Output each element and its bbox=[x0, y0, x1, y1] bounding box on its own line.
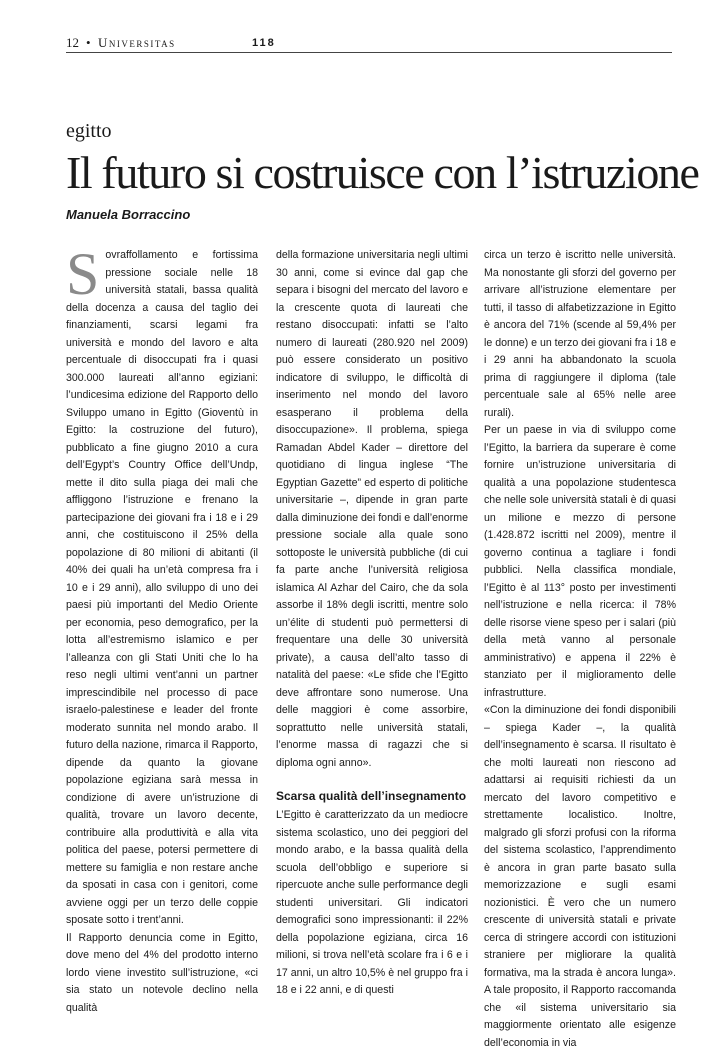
body-paragraph: «Con la diminuzione dei fondi disponibili – spiega Kader –, la qualità dell’insegnamento è scarsa. Il risultato è che molti laureati non riescono ad adattarsi ai requisiti richiesti da un mercato del lavoro competitivo e strettamente localistico. Inoltre, malgrado gli sforzi profusi con la riforma del sistema scolastico, l’apprendimento è ancora in gran parte basato sulla memorizzazione e sugli esami nozionistici. È vero che un numero crescente di università statali e private cerca di stringere accordi con istituzioni straniere per migliorare la qualità formativa, ma la strada è ancora lunga». A tale proposito, il Rapporto raccomanda che «il sistema universitario sia maggiormente orientato alle esigenze dell’economia in via bbox=[484, 704, 676, 1049]
body-paragraph: Il Rapporto denuncia come in Egitto, dove meno del 4% del prodotto interno lordo viene investito sull’istruzione, «ci sia stato un notevole declino nella qualità bbox=[66, 931, 258, 1014]
article-column-1 bbox=[66, 241, 258, 1017]
header-separator: • bbox=[86, 35, 91, 50]
body-paragraph: L’Egitto è caratterizzato da un mediocre sistema scolastico, uno dei peggiori del mondo arabo, e la bassa qualità della scuola dell’obbligo e superiore si ripercuote anche sulle performance degli studenti universitari. Gli indicatori demografici sono impressionanti: il 22% della popolazione egiziana, circa 16 milioni, si trova nell’età scolare fra i 6 e i 17 anni, un altro 10,5% è nel gruppo fra i 18 e i 22 anni, e di questi bbox=[276, 809, 468, 996]
author-byline: Manuela Borraccino bbox=[66, 207, 191, 222]
body-paragraph: circa un terzo è iscritto nelle università. Ma nonostante gli sforzi del governo per arrivare all’istruzione elementare per tutti, il tasso di alfabetizzazione in Egitto è ancora del 71% (scende al 59,4% per le donne) e un terzo dei giovani fra i 18 e i 29 anni ha abbandonato la scuola prima di raggiungere il diploma (tale percentuale sale al 65% nelle aree rurali). bbox=[484, 249, 676, 419]
body-paragraph: Sovraffollamento e fortissima pressione sociale nelle 18 università statali, bassa qualità della docenza a causa del taglio dei finanziamenti, scarsi legami fra università e mondo del lavoro e alta percentuale di disoccupati fra i quasi 300.000 laureati all’anno egiziani: l’undicesima edizione del Rapporto dello Sviluppo umano in Egitto (Gioventù in Egitto: la costruzione del futuro), pubblicato a fine giugno 2010 a cura dell’Egypt’s Country Office dell’Undp, mette il dito sulla piaga dei mali che affliggono l’istruzione e frenano la partecipazione dei giovani fra i 18 e i 29 anni, che costituiscono il 25% della popolazione di 80 milioni di abitanti (il 40% dei quali ha un’età compresa fra i 10 e i 29 anni), allo sviluppo di uno dei paesi più importanti del Medio Oriente per economia, peso demografico, per la lotta all’estremismo islamico e per l’alleanza con gli Stati Uniti che lo ha reso negli ultimi vent’anni un partner imprescindibile nel processo di pace israelo-palestinese e leader del fronte moderato sunnita nel mondo arabo. Il futuro della nazione, rimarca il Rapporto, dipende da quanto la giovane popolazione egiziana sarà messa in condizione di avere un’istruzione di qualità, trovare un lavoro decente, contribuire alla produttività e alla vita politica del paese, potersi permettere di mettere su famiglia e non restare anche da sposati in casa con i genitori, come avviene oggi per un terzo delle coppie sposate sotto i trent’anni. bbox=[66, 241, 258, 926]
publication-name: Universitas bbox=[98, 35, 176, 50]
issue-number: 118 bbox=[252, 37, 276, 49]
article-column-3 bbox=[484, 247, 676, 1052]
page-number: 12 bbox=[66, 35, 79, 50]
article-column-2 bbox=[276, 247, 468, 1000]
running-header bbox=[66, 34, 672, 53]
drop-cap: S bbox=[66, 241, 100, 307]
body-paragraph: della formazione universitaria negli ultimi 30 anni, come si evince dal gap che separa i bisogni del mercato del lavoro e la crescente quota di laureati che restano disoccupati: infatti se l’alto numero di laureati (280.920 nel 2009) può essere considerato un positivo indicatore di sviluppo, le difficoltà di inserimento nel mondo del lavoro esasperano il problema della disoccupazione». Il problema, spiega Ramadan Abdel Kader – direttore del quotidiano di lingua inglese “The Egyptian Gazette” ed esperto di politiche universitarie –, dipende in gran parte dalla diminuzione dei fondi e dall’enorme pressione sociale alla quale sono sottoposte le università pubbliche (di cui fa parte anche l’università religiosa islamica Al Azhar del Cairo, che da sola assorbe il 18% degli iscritti, mentre solo un’élite di studenti può permettersi di frequentare una delle 30 università private), a causa dell’alto tasso di natalità del paese: «Le sfide che l’Egitto deve affrontare sono numerose. Una delle maggiori è come assorbire, soprattutto nelle università statali, l’enorme massa di ragazzi che si diploma ogni anno». bbox=[276, 249, 468, 769]
body-paragraph: Per un paese in via di sviluppo come l’Egitto, la barriera da superare è come fornire un’istruzione universitaria di qualità a una popolazione studentesca che nelle sole università statali è di quasi un milione e mezzo di persone (1.428.872 iscritti nel 2009), mentre il governo continua a tagliare i fondi pubblici. Nella classifica mondiale, l’Egitto è al 113° posto per investimenti nell’istruzione e nella ricerca: il 78% delle risorse viene speso per i salari (più della metà vanno al personale amministrativo) e appena il 22% è stanziato per il miglioramento delle infrastrutture. bbox=[484, 424, 676, 699]
article-title: Il futuro si costruisce con l’istruzione bbox=[66, 147, 699, 198]
subheading: Scarsa qualità dell’insegnamento bbox=[276, 789, 467, 803]
section-label: egitto bbox=[66, 120, 112, 142]
